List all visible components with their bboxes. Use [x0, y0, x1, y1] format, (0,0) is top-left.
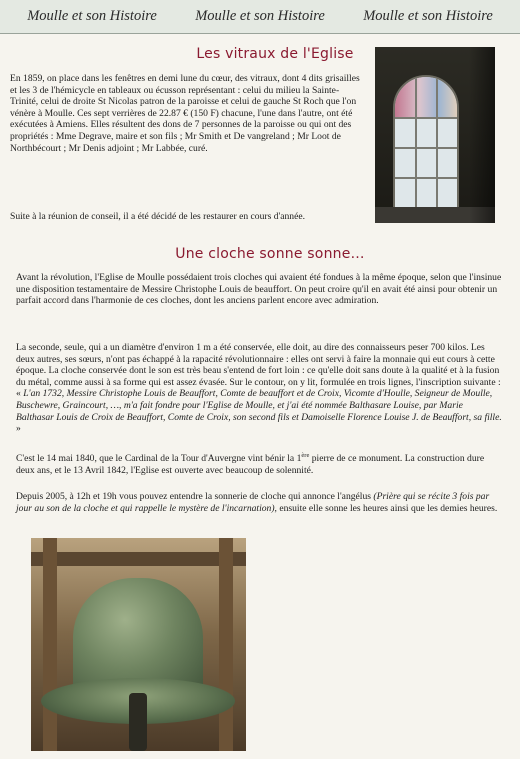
- cloche-paragraph-4-text-a: Depuis 2005, à 12h et 19h vous pouvez entendre la sonnerie de cloche qui annonce l'angélus: [16, 491, 374, 502]
- cloche-paragraph-1: Avant la révolution, l'Eglise de Moulle possédaient trois cloches qui avaient été fondues à la même époque, selon que l'insinue une disposition testamentaire de Messire Christophe Louis de beauffort. On peut croire qu'il en avait été ainsi pour obtenir un parfait accord dans l'harmonie de ces cloches, dont les anciens parlent encore avec admiration.: [16, 272, 502, 307]
- vitraux-restoration-paragraph: Suite à la réunion de conseil, il a été décidé de les restaurer en cours d'année.: [10, 211, 306, 222]
- bell-clapper: [129, 693, 147, 751]
- vitraux-paragraph: En 1859, on place dans les fenêtres en demi lune du cœur, des vitraux, dont 4 dits grisailles et les 3 de l'hémicycle en tableaux ou écusson représentant : celui du milieu la Sainte-Trinité, celui de droite St Nicolas patron de la paroisse et celui de gauche St Roch que l'on vénère à Moulle. Ces sept verrières de 22.87 € (150 F) chacune, l'une dans l'autre, ont été exécutées à Amiens. Elles résultent des dons de 7 personnes de la paroisse ou qui ont des propriétés : Mme Degrave, maire et son fils ; Mr Smith et De vangreland ; Mr Loot de Northbécourt ; Mr Denis adjoint ; Mr Labbée, curé.: [10, 73, 360, 154]
- stained-glass-window-photo: [375, 47, 495, 223]
- section-title-cloche: Une cloche sonne sonne…: [175, 246, 365, 262]
- header-title-left: Moulle et son Histoire: [27, 8, 157, 24]
- cloche-paragraph-4-text-b: , ensuite elle sonne les heures ainsi que les demies heures.: [274, 502, 498, 514]
- inscription-close-quote: »: [16, 423, 21, 435]
- angelus-note: (Prière qui se récite 3 fois par jour au son de la cloche et qui rappelle le mystère de l'incarnation): [16, 491, 490, 514]
- bell-photo: [31, 538, 246, 751]
- bell-inscription: L'an 1732, Messire Christophe Louis de Beauffort, Comte de beauffort et de Croix, Vicomte d'Houlle, Seigneur de Moulle, Buschewre, Graincourt, …, m'a fait fondre pour l'Eglise de Moulle, et j'ai été nommée Balthasare Louise, par Marie Balthasar Louis de Croix de Beauffort, Comte de Croix, son second fils et Damoiselle Florence Louise J. de Beauffort, sa fille.: [16, 388, 502, 423]
- cloche-paragraph-3-text-a: C'est le 14 mai 1840, que le Cardinal de la Tour d'Auvergne vint bénir la 1: [16, 453, 302, 464]
- header-title-center: Moulle et son Histoire: [195, 8, 325, 24]
- window-arch: [393, 75, 459, 215]
- cloche-paragraph-2-text: La seconde, seule, qui a un diamètre d'environ 1 m a été conservée, elle doit, au dire des connaisseurs peser 700 kilos. Les deux autres, ses sœurs, n'ont pas échappé à la rapacité révolutionnaire : elles ont servi à faire la monnaie qui eut cours à cette époque. La cloche conservée dont le son est très beau s'entend de fort loin : ce qu'elle doit sans doute à la qualité et à la fusion du métal, comme aussi à sa forme qui est assez évasée. Sur le contour, on y lit, formulée en trois lignes, l'inscription suivante : «: [16, 342, 501, 400]
- header-title-right: Moulle et son Histoire: [363, 8, 493, 24]
- page-header: [0, 0, 520, 34]
- cloche-paragraph-3-text-b: pierre de ce monument. La construction dure deux ans, et le 13 Avril 1842, l'Eglise est ouverte avec beaucoup de solennité.: [16, 453, 485, 476]
- cloche-paragraph-2: [16, 342, 502, 435]
- cloche-paragraph-4: [16, 491, 502, 514]
- cloche-paragraph-3: [16, 453, 502, 476]
- premiere-superscript: ère: [301, 451, 310, 459]
- section-title-vitraux: Les vitraux de l'Eglise: [196, 46, 354, 62]
